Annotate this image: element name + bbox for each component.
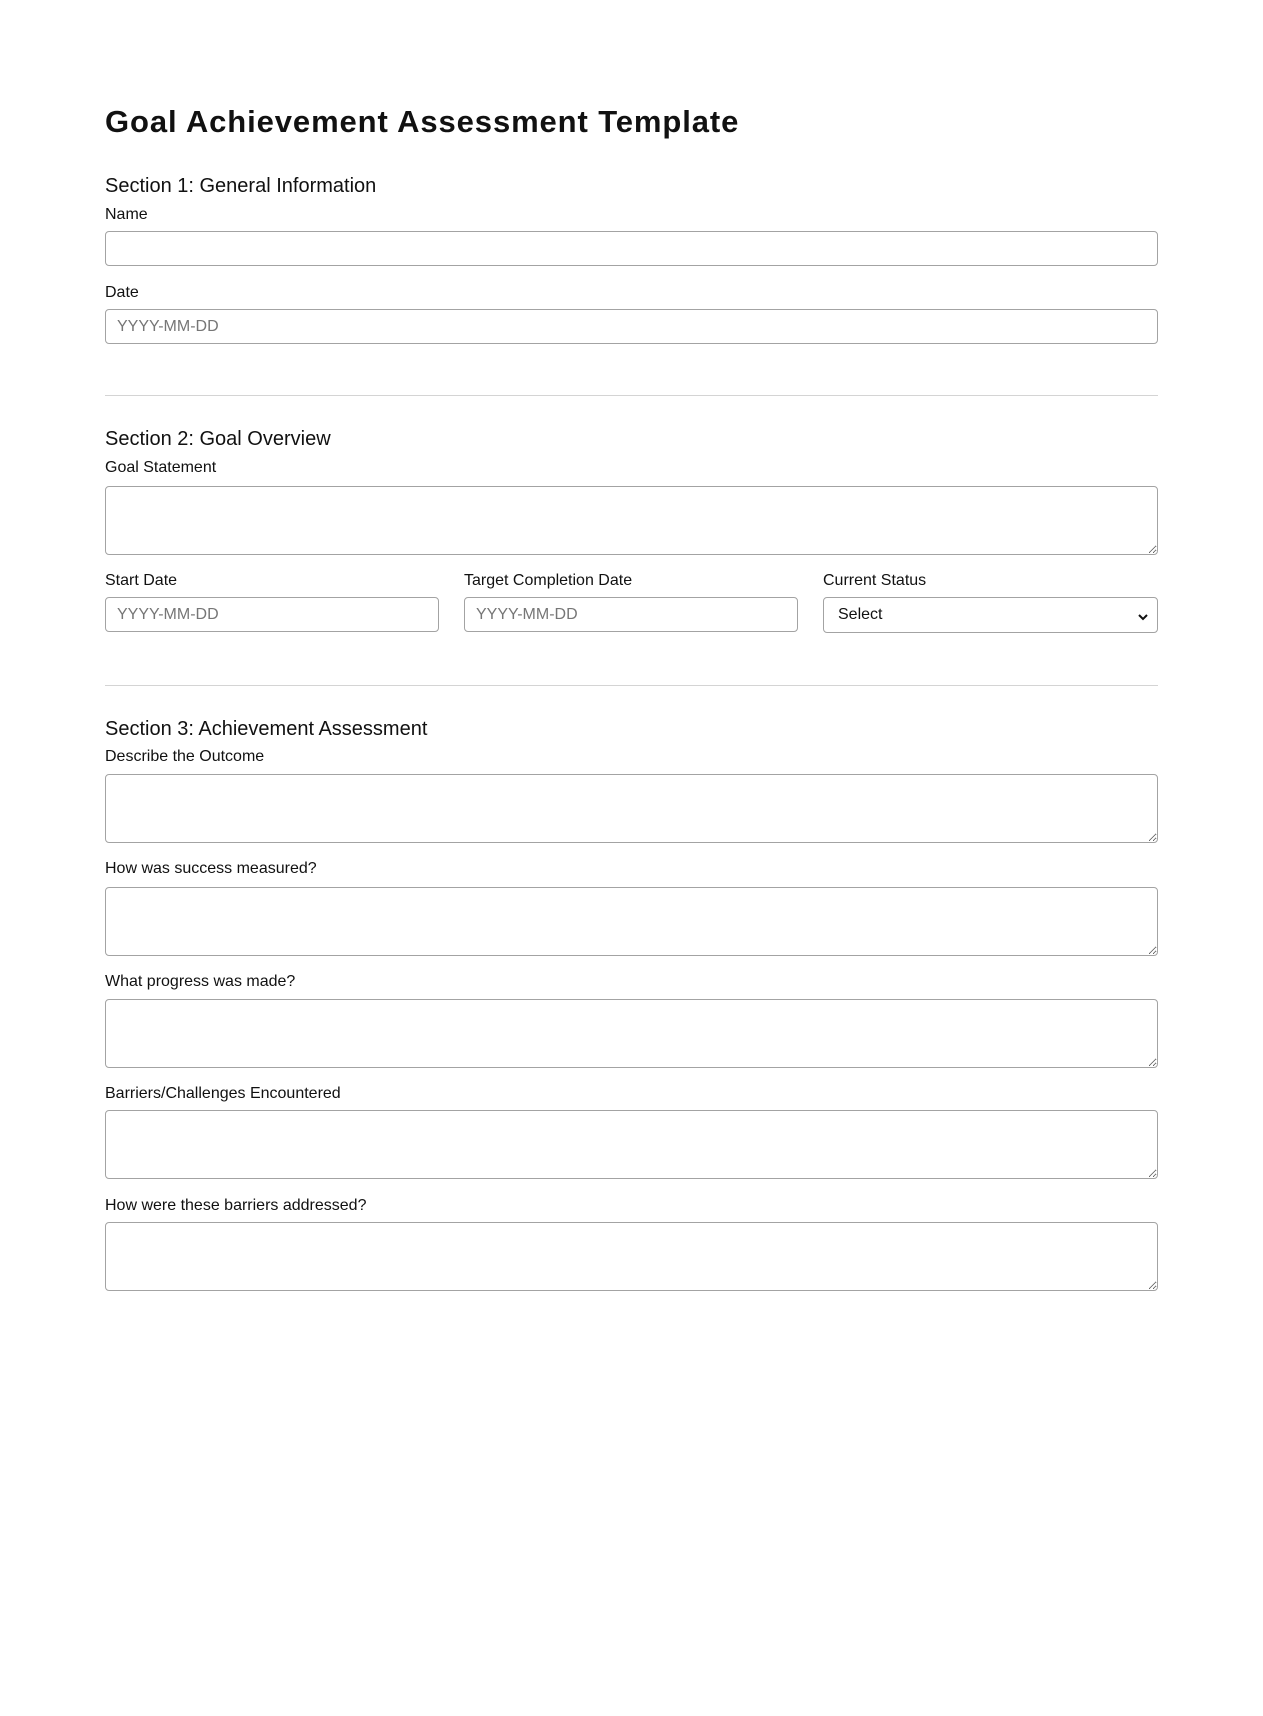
section-divider (105, 395, 1158, 396)
date-input[interactable] (105, 309, 1158, 344)
page-title: Goal Achievement Assessment Template (105, 104, 740, 139)
barriers-addressed-label: How were these barriers addressed? (105, 1197, 367, 1214)
progress-made-label: What progress was made? (105, 973, 296, 990)
name-input[interactable] (105, 231, 1158, 266)
date-label: Date (105, 284, 139, 301)
progress-made-textarea[interactable] (105, 999, 1158, 1068)
section-2-heading: Section 2: Goal Overview (105, 428, 331, 450)
barriers-label: Barriers/Challenges Encountered (105, 1085, 341, 1102)
current-status-label: Current Status (823, 572, 927, 589)
section-3-heading: Section 3: Achievement Assessment (105, 718, 428, 740)
section-divider (105, 685, 1158, 686)
barriers-addressed-textarea[interactable] (105, 1222, 1158, 1291)
goal-statement-label: Goal Statement (105, 459, 217, 476)
describe-outcome-label: Describe the Outcome (105, 748, 265, 765)
success-measured-textarea[interactable] (105, 887, 1158, 956)
success-measured-label: How was success measured? (105, 860, 317, 877)
section-1-heading: Section 1: General Information (105, 175, 377, 197)
target-completion-date-input[interactable] (464, 597, 798, 632)
describe-outcome-textarea[interactable] (105, 774, 1158, 843)
target-completion-date-label: Target Completion Date (464, 572, 633, 589)
chevron-down-icon (1137, 610, 1149, 622)
current-status-selected-value: Select (838, 606, 883, 623)
start-date-label: Start Date (105, 572, 178, 589)
start-date-input[interactable] (105, 597, 439, 632)
goal-statement-textarea[interactable] (105, 486, 1158, 555)
current-status-select[interactable] (823, 597, 1158, 633)
name-label: Name (105, 206, 148, 223)
barriers-textarea[interactable] (105, 1110, 1158, 1179)
